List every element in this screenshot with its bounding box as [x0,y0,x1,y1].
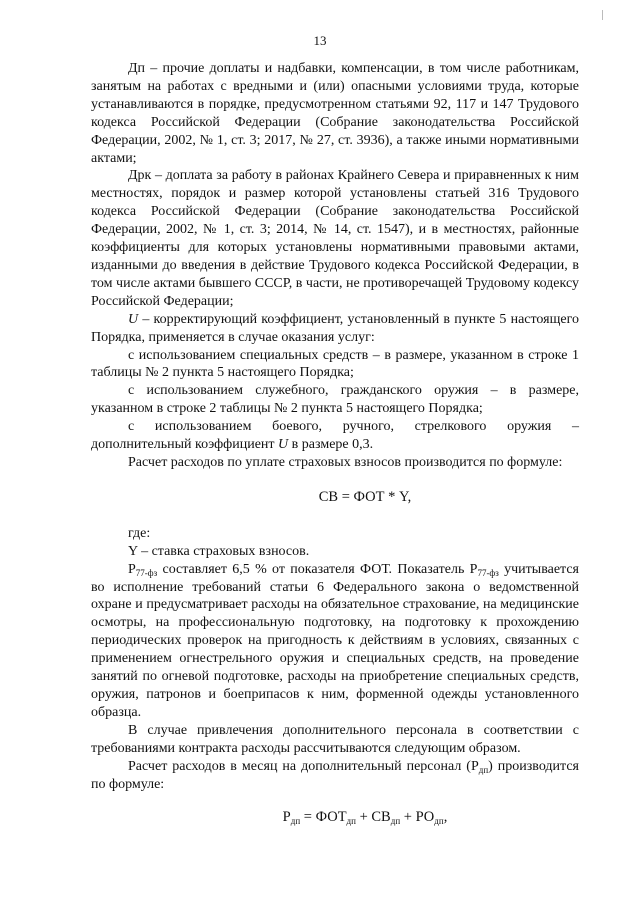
formula-term: , [443,809,448,826]
paragraph-additional-staff: В случае привлечения дополнительного персонала в соответствии с требованиями контракта расходы рассчитываются следующим образом. [91,722,579,756]
paragraph-r77-rest: учитывается во исполнение требований статьи 6 Федерального закона о ведомственной охране и предусматривает расходы на обязательное страхование, на медицинские осмотры, на профессиональную подготовку, на подготовку к прохождению периодических проверок на пригодность к действиям в условиях, связанных с применением огнестрельного оружия и специальных средств, на проведение занятий по огневой подготовке, расходы на приобретение специальных средств, оружия, патронов и боеприпасов к ним, форменной одежды установленного образца. [91,561,579,720]
subscript-dp: дп [478,764,489,775]
paragraph-u-text: – корректирующий коэффициент, установленный в пункте 5 настоящего Порядка, применяется в случае оказания услуг: [91,311,579,345]
where-label: где: [128,525,151,541]
paragraph-combat-weapon [91,418,579,454]
formula-term: Р [282,809,291,826]
symbol-u: U [128,311,139,327]
paragraph-u [91,311,579,347]
paragraph-r77-text: составляет 6,5 % от показателя ФОТ. Показатель Р [157,561,478,577]
paragraph-special-means: с использованием специальных средств – в размере, указанном в строке 1 таблицы № 2 пункта 5 настоящего Порядка; [91,347,579,381]
formula-rdp [91,808,579,826]
paragraph-additional-calc-text: Расчет расходов в месяц на дополнительный персонал (Р [128,758,479,774]
scan-mark [602,10,603,20]
paragraph-y: Y – ставка страховых взносов. [128,543,310,559]
formula-term: + РО [400,809,435,826]
subscript-77fz: 77-фз [135,567,158,578]
paragraph-service-weapon: с использованием служебного, гражданского оружия – в размере, указанном в строке 2 таблицы № 2 пункта 5 настоящего Порядка; [91,383,579,417]
paragraph-insurance-calc: Расчет расходов по уплате страховых взносов производится по формуле: [128,454,563,470]
formula-subscript: дп [434,816,444,827]
formula-subscript: дп [290,816,301,827]
formula-term: = ФОТ [300,809,347,826]
paragraph-dp: Дп – прочие доплаты и надбавки, компенсации, в том числе работникам, занятым на работах с вредными и (или) опасными условиями труда, которые устанавливаются в порядке, предусмотренном статьями 92, 117 и 147 Трудового кодекса Российской Федерации (Собрание законодательства Российской Федерации, 2002, № 1, ст. 3; 2017, № 27, ст. 3936), а также иными нормативными актами; [91,61,579,166]
formula-term: + СВ [355,809,391,826]
document-body [91,60,579,826]
paragraph-combat-weapon-value: в размере 0,3. [288,437,374,453]
subscript-77fz: 77-фз [477,567,499,578]
paragraph-additional-calc-rest: ) производится по формуле: [91,758,579,792]
symbol-u: U [278,437,289,453]
paragraph-drk: Дрк – доплата за работу в районах Крайнего Севера и приравненных к ним местностях, порядок и размер которой установлены статьей 316 Трудового кодекса Российской Федерации (Собрание законодательства Российской Федерации, 2002, № 1, ст. 3; 2014, № 14, ст. 1547), и в местностях, районные коэффициенты для которых установлены нормативными правовыми актами, изданными до введения в действие Трудового кодекса Российской Федерации, в том числе актами бывшего СССР, в части, не противоречащей Трудовому кодексу Российской Федерации; [91,168,579,309]
paragraph-additional-calc [91,758,579,794]
paragraph-combat-weapon-text: с использованием боевого, ручного, стрелкового оружия – дополнительный коэффициент [91,419,579,453]
symbol-r: Р [128,561,136,577]
paragraph-r77 [91,561,579,722]
formula-subscript: дп [390,816,401,827]
page-number: 13 [313,33,327,48]
formula-sv: СВ = ФОТ * Y, [318,488,412,505]
formula-subscript: дп [346,816,356,827]
